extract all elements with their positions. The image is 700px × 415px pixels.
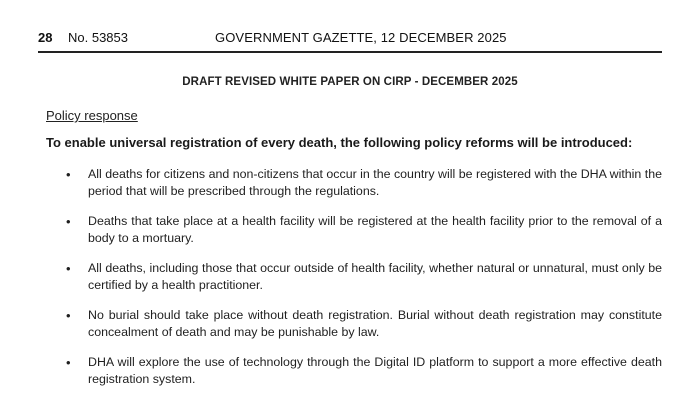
document-title: DRAFT REVISED WHITE PAPER ON CIRP - DECEMBER 2025 bbox=[182, 76, 518, 88]
lead-sentence: To enable universal registration of every death, the following policy reforms will be introduced: bbox=[46, 135, 633, 150]
bullet-icon: • bbox=[66, 261, 71, 276]
list-item bbox=[46, 307, 662, 341]
bullet-icon: • bbox=[66, 167, 71, 182]
gazette-title: GOVERNMENT GAZETTE, 12 DECEMBER 2025 bbox=[215, 30, 507, 45]
list-item-text: No burial should take place without death registration. Burial without death registration may constitute concealment of death and may be punishable by law. bbox=[88, 308, 662, 339]
list-item bbox=[46, 354, 662, 388]
list-item-text: DHA will explore the use of technology through the Digital ID platform to support a more effective death registration system. bbox=[88, 355, 662, 386]
section-heading: Policy response bbox=[46, 108, 138, 123]
list-item bbox=[46, 166, 662, 200]
header-divider bbox=[38, 51, 662, 53]
list-item-text: All deaths for citizens and non-citizens that occur in the country will be registered with the DHA within the period that will be prescribed through the regulations. bbox=[88, 167, 662, 198]
bullet-icon: • bbox=[66, 214, 71, 229]
bullet-icon: • bbox=[66, 355, 71, 370]
bullet-icon: • bbox=[66, 308, 71, 323]
list-item bbox=[46, 213, 662, 247]
gazette-header bbox=[38, 30, 662, 50]
list-item-text: Deaths that take place at a health facility will be registered at the health facility prior to the removal of a body to a mortuary. bbox=[88, 214, 662, 245]
page-number: 28 bbox=[38, 30, 53, 45]
issue-number: No. 53853 bbox=[68, 30, 128, 45]
policy-reform-list bbox=[46, 166, 662, 388]
list-item-text: All deaths, including those that occur outside of health facility, whether natural or unnatural, must only be certified by a health practitioner. bbox=[88, 261, 662, 292]
list-item bbox=[46, 260, 662, 294]
